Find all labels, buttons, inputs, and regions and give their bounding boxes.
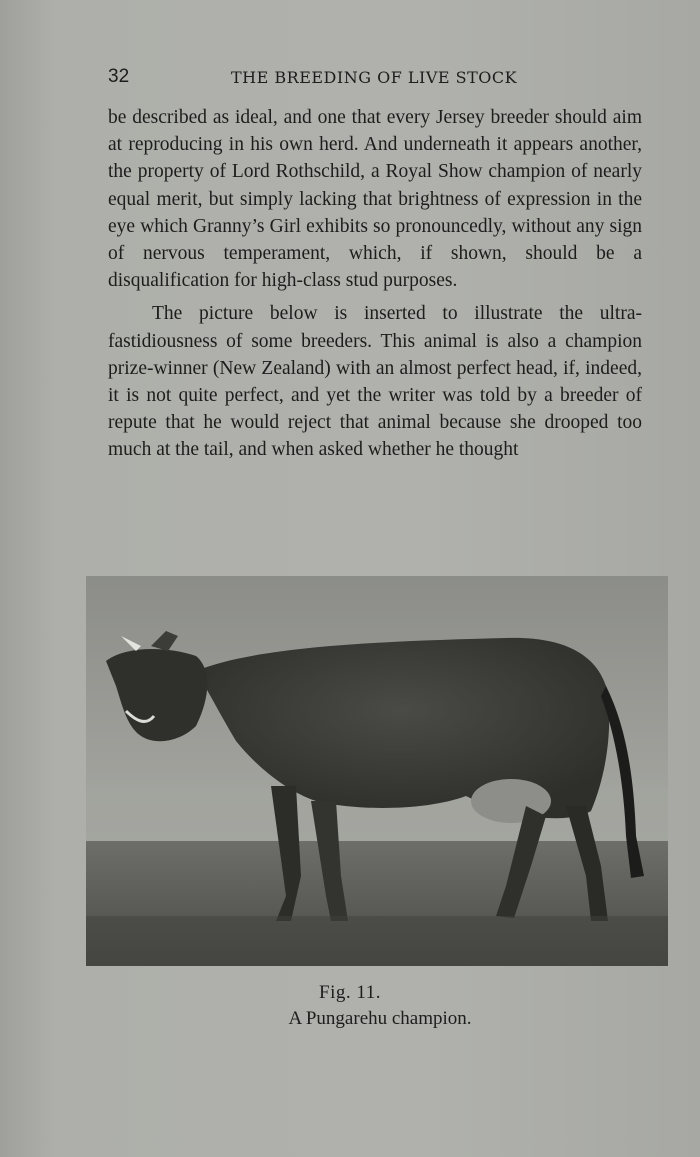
- paragraph-2: The picture below is inserted to illustrate the ultra-fastidiousness of some breeders. This animal is also a champion prize-winner (New Zealand) with an almost perfect head, if, indeed, it is not quite perfect, and yet the writer was told by a breeder of repute that he would reject that animal because she drooped too much at the tail, and when asked whether he thought: [108, 303, 642, 461]
- body-text: [108, 104, 642, 464]
- running-head: THE BREEDING OF LIVE STOCK: [231, 68, 518, 87]
- page-header: [108, 66, 638, 94]
- figure-photo: [86, 576, 668, 966]
- figure-label: Fig. 11.: [319, 982, 381, 1003]
- page-number: 32: [108, 66, 130, 87]
- figure-caption: A Pungarehu champion.: [288, 1008, 472, 1029]
- paragraph-1: be described as ideal, and one that every Jersey breeder should aim at reproducing in his own herd. And underneath it appears another, the property of Lord Rothschild, a Royal Show champion of nearly equal merit, but simply lacking that brightness of expression in the eye which Granny’s Girl exhibits so pronouncedly, without any sign of nervous temperament, which, if shown, should be a disqualification for high-class stud purposes.: [108, 107, 642, 292]
- cow-photograph: [86, 576, 668, 966]
